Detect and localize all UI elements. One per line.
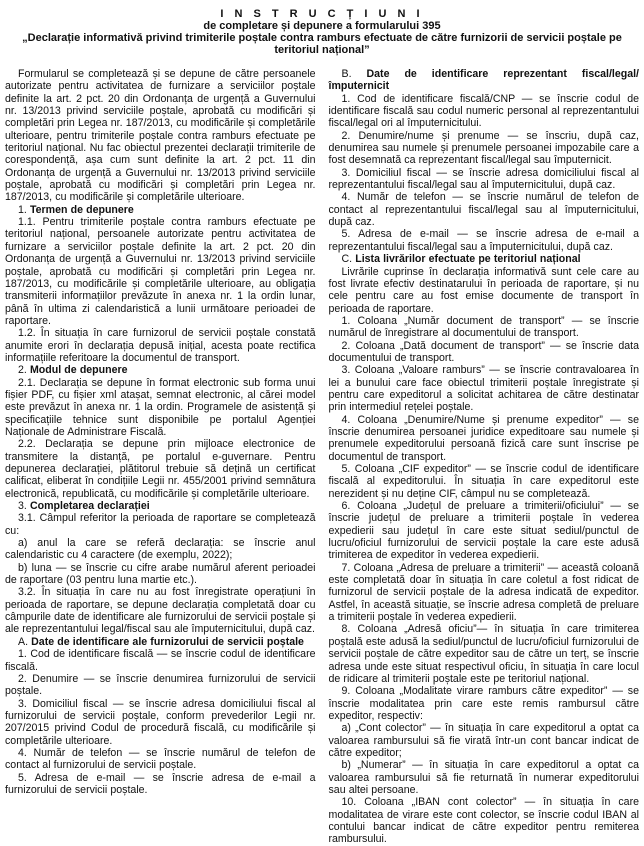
paragraph: 10. Coloana „IBAN cont colector” — în situația în care modalitatea de virare este cont colector, se înscrie codul IBAN al contului bancar indicat de către expeditor pentru remiterea rambursului. bbox=[328, 796, 639, 846]
two-column-body bbox=[5, 68, 639, 846]
section-label: 3. bbox=[18, 500, 30, 513]
section-label: A. bbox=[18, 635, 32, 648]
paragraph: 2. Denumire — se înscrie denumirea furnizorului de servicii poștale. bbox=[5, 672, 316, 698]
section-heading-text: Completarea declarației bbox=[29, 500, 150, 513]
paragraph: 3. Coloana „Valoare ramburs” — se înscrie contravaloarea în lei a bunului care face obiectul trimiterii poștale înregistrate și pentru care expeditorul a solicitat achitarea de către destinatar prin intermediul rețelei poștale. bbox=[328, 364, 639, 414]
section-heading bbox=[5, 364, 316, 376]
paragraph: 4. Număr de telefon — se înscrie numărul de telefon de contact al furnizorului de servicii poștale. bbox=[5, 746, 316, 772]
column-left bbox=[5, 68, 316, 846]
paragraph: 9. Coloana „Modalitate virare ramburs către expeditor” — se înscrie modalitatea prin care este remis rambursul către expeditor, respectiv: bbox=[328, 685, 639, 722]
paragraph: 6. Coloana „Județul de preluare a trimiterii/oficiului” — se înscrie județul de preluare a trimiterii poștale în vederea expedierii sau județul în care este situat sediul/punctul de lucru/oficiul furnizorului de servicii poștale la care este adusă trimiterea de expeditor în vederea expedierii. bbox=[328, 500, 639, 562]
paragraph: 3.2. În situația în care nu au fost înregistrate operațiuni în perioada de raportare, se depune declarația completată doar cu câmpurile date de identificare ale furnizorului de servicii poștale și ale reprezentantului legal/fiscal sau ale împuternicitului, după caz. bbox=[5, 586, 316, 636]
section-heading bbox=[5, 204, 316, 216]
section-heading bbox=[5, 500, 316, 512]
paragraph: 1. Cod de identificare fiscală — se înscrie codul de identificare fiscală. bbox=[5, 648, 316, 673]
document-subtitle-form: de completare și depunere a formularului 395 bbox=[203, 20, 441, 32]
paragraph: 8. Coloana „Adresă oficiu”— în situația în care trimiterea poștală este adusă la sediul/punctul de lucru/oficiul furnizorului de servicii poștale de către expeditor sau de către un terț, se înscrie adresa unde este situat respectivul oficiu, în situația în care locul de ridicare al trimiterii poștale este pe teritoriul național. bbox=[328, 623, 639, 685]
paragraph: 3. Domiciliul fiscal — se înscrie adresa domiciliului fiscal al furnizorului de servicii poștale, conform prevederilor Legii nr. 207/2015 privind Codul de procedură fiscală, cu modificările și completările ulterioare. bbox=[5, 697, 316, 747]
paragraph: 2.2. Declarația se depune prin mijloace electronice de transmitere la distanță, pe portalul e-guvernare. Pentru depunerea declarației, plătitorul trebuie să dețină un certificat calificat, eliberat în condițiile Legii nr. 455/2001 privind semnătura electronică, republicată, cu modificările și completările ulterioare. bbox=[5, 438, 316, 500]
paragraph: Formularul se completează și se depune de către persoanele autorizate pentru activitatea de furnizare a serviciilor poștale definite la art. 2 pct. 20 din Ordonanța de urgență a Guvernului nr. 13/2013 privind serviciile poștale, aprobată cu modificări și completări prin Legea nr. 187/2013, cu modificările și completările ulterioare, pentru trimiterile poștale contra ramburs efectuate pe teritoriul național. Nu fac obiectul prezentei declarații trimiterile de corespondență, așa cum sunt definite la art. 2 pct. 11 din Ordonanța de urgență a Guvernului nr. 13/2013 privind serviciile poștale, aprobată cu modificări și completări prin Legea nr. 187/2013, cu modificările și completările ulterioare. bbox=[5, 68, 316, 204]
paragraph: a) „Cont colector” — în situația în care expeditorul a optat ca valoarea rambursului să fie virată într-un cont bancar indicat de către expeditor; bbox=[328, 722, 639, 759]
section-label: 2. bbox=[18, 364, 30, 377]
paragraph: 1.1. Pentru trimiterile poștale contra ramburs efectuate pe teritoriul național, persoanele autorizate pentru activitatea de furnizare a serviciilor poștale definite la art. 2 pct. 20 din Ordonanța de urgență a Guvernului nr. 13/2013 privind serviciile poștale, aprobată cu modificări și completări prin Legea nr. 187/2013, cu modificările și completările ulterioare, au obligația transmiterii informațiilor prevăzute în anexa nr. 1 la ordin lunar, până în ultima zi calendaristică a lunii următoare perioadei de raportare. bbox=[5, 216, 316, 327]
paragraph: 4. Număr de telefon — se înscrie numărul de telefon de contact al reprezentantului fiscal/legal sau al împuternicitului, după caz. bbox=[328, 191, 639, 229]
paragraph: 2. Denumire/nume și prenume — se înscriu, după caz, denumirea sau numele și prenumele persoanei impozabile care a fost desemnată ca reprezentant fiscal/legal sau împuternicit. bbox=[328, 129, 639, 167]
paragraph: 5. Adresa de e-mail — se înscrie adresa de e-mail a furnizorului de servicii poștale. bbox=[5, 771, 316, 796]
paragraph: 2.1. Declarația se depune în format electronic sub forma unui fișier PDF, cu fișier xml atașat, semnat electronic, al cărei model este prevăzut în anexa nr. 1 la ordin. Programele de asistență și specificațiile tehnice sunt disponibile pe portalul Agenției Naționale de Administrare Fiscală. bbox=[5, 376, 316, 438]
section-heading bbox=[329, 68, 640, 93]
paragraph: 3.1. Câmpul referitor la perioada de raportare se completează cu: bbox=[5, 512, 316, 537]
paragraph: 3. Domiciliul fiscal — se înscrie adresa domiciliului fiscal al reprezentantului fiscal/legal sau al împuternicitului, după caz. bbox=[328, 166, 639, 192]
paragraph: 7. Coloana „Adresa de preluare a trimiterii” — această coloană este completată doar în situația în care coletul a fost ridicat de furnizorul de servicii poștale de la adresa indicată de expeditor. Astfel, în această situație, se înscrie adresa completă de preluare a trimiterii poștale în vederea expedierii. bbox=[328, 561, 639, 624]
column-right bbox=[329, 68, 640, 846]
paragraph: 2. Coloana „Dată document de transport” — se înscrie data documentului de transport. bbox=[328, 339, 639, 364]
document-subtitle-declaration: „Declarație informativă privind trimiterile poștale contra ramburs efectuate de către furnizorii de servicii poștale pe teritoriul național” bbox=[22, 32, 622, 56]
section-label: C. bbox=[341, 253, 356, 266]
document-title: I N S T R U C Ț I U N I bbox=[220, 8, 424, 20]
section-heading bbox=[329, 253, 640, 265]
paragraph: b) „Numerar” — în situația în care expeditorul a optat ca valoarea rambursului să fie returnată în numerar expeditorului sau altei persoane. bbox=[328, 759, 639, 796]
section-heading-text: Date de identificare ale furnizorului de servicii poștale bbox=[31, 635, 304, 648]
paragraph: 4. Coloana „Denumire/Nume și prenume expeditor” — se înscrie denumirea persoanei juridice expeditoare sau numele și prenumele expeditorului persoană fizică care sunt înscrise pe documentul de transport. bbox=[328, 413, 639, 463]
paragraph: b) luna — se înscrie cu cifre arabe numărul aferent perioadei de raportare (03 pentru luna martie etc.). bbox=[5, 561, 316, 587]
paragraph: 5. Coloana „CIF expeditor” — se înscrie codul de identificare fiscală al expeditorului. În situația în care expeditorul este nerezident și nu deține CIF, câmpul nu se completează. bbox=[328, 463, 639, 500]
section-heading-text: Modul de depunere bbox=[29, 364, 128, 377]
section-label: 1. bbox=[18, 203, 30, 216]
section-heading-text: Termen de depunere bbox=[29, 203, 134, 216]
paragraph: a) anul la care se referă declarația: se înscrie anul calendaristic cu 4 caractere (de exemplu, 2022); bbox=[5, 537, 316, 562]
section-heading bbox=[5, 636, 316, 648]
document-title-block bbox=[5, 8, 639, 56]
section-heading-text: Lista livrărilor efectuate pe teritoriul național bbox=[355, 253, 581, 266]
section-label: B. bbox=[341, 68, 367, 80]
paragraph: 1. Coloana „Număr document de transport” — se înscrie numărul de înregistrare al documentului de transport. bbox=[328, 314, 639, 340]
paragraph: 5. Adresa de e-mail — se înscrie adresa de e-mail a reprezentantului fiscal/legal sau a împuternicitului, după caz. bbox=[328, 228, 639, 253]
paragraph: 1.2. În situația în care furnizorul de servicii poștale constată anumite erori în declarația depusă inițial, acesta poate rectifica informațiile referitoare la documentul de transport. bbox=[5, 327, 316, 364]
paragraph: 1. Cod de identificare fiscală/CNP — se înscrie codul de identificare fiscală sau codul numeric personal al reprezentantului fiscal/legal ori al împuternicitului. bbox=[328, 92, 639, 130]
paragraph: Livrările cuprinse în declarația informativă sunt cele care au fost livrate efectiv destinatarului în perioada de raportare, și nu cele pentru care au fost emise documente de transport în perioada de raportare. bbox=[328, 265, 639, 315]
section-heading-text: Date de identificare reprezentant fiscal/legal/împuternicit bbox=[328, 68, 639, 93]
